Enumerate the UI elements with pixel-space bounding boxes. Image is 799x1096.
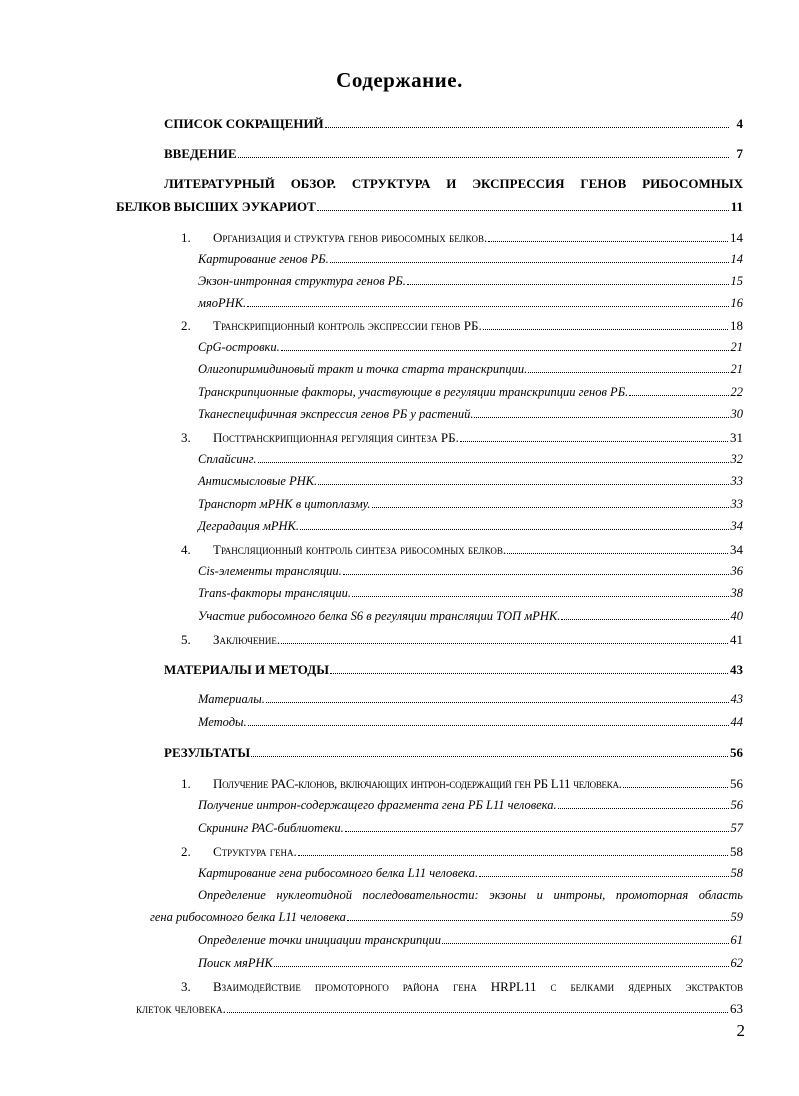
toc-page-number: 56 [730, 745, 743, 760]
toc-page-number: 56 [730, 798, 743, 812]
toc-page-number: 40 [730, 609, 743, 623]
dot-leader [266, 702, 729, 703]
toc-entry-label: ВВЕДЕНИЕ [164, 146, 237, 161]
toc-item-3-2[interactable] [198, 474, 743, 489]
dot-leader [345, 831, 729, 832]
dot-leader [298, 855, 728, 856]
toc-entry-label: СПИСОК СОКРАЩЕНИЙ [164, 116, 324, 131]
toc-page-number: 34 [730, 542, 743, 557]
toc-page-number: 15 [730, 274, 743, 288]
dot-leader [629, 395, 728, 396]
toc-page-number: 59 [730, 910, 743, 924]
page-title: Содержание. [336, 68, 463, 92]
toc-item-3-3[interactable] [198, 497, 743, 512]
dot-leader [352, 596, 729, 597]
dot-leader [479, 876, 728, 877]
dot-leader [623, 787, 728, 788]
dot-leader [258, 462, 729, 463]
toc-page-number: 62 [730, 956, 743, 970]
dot-leader [318, 484, 728, 485]
toc-item-1-1[interactable] [198, 252, 743, 267]
toc-page-number: 30 [730, 407, 743, 421]
toc-page-number: 38 [730, 586, 743, 600]
toc-results-3-line2[interactable] [136, 1001, 743, 1017]
toc-entry-abbreviations[interactable] [164, 116, 743, 132]
toc-item-r1-2[interactable] [198, 821, 743, 836]
dot-leader [281, 350, 729, 351]
dot-leader [488, 241, 728, 242]
toc-results-3-line1[interactable] [181, 979, 743, 995]
toc-entry-label: ЛИТЕРАТУРНЫЙ ОБЗОР. СТРУКТУРА И ЭКСПРЕССИЯ ГЕНОВ РИБОСОМНЫХ [164, 176, 743, 191]
toc-page-number: 56 [730, 776, 743, 791]
dot-leader [325, 127, 729, 128]
toc-item-materials[interactable] [198, 692, 743, 707]
toc-section-2[interactable] [181, 318, 743, 334]
toc-page-number: 44 [730, 715, 743, 729]
dot-leader [442, 943, 729, 944]
toc-entry-label: гена рибосомного белка L11 человека [150, 910, 346, 924]
toc-entry-label: мяоРНК. [198, 296, 247, 310]
toc-entry-label: РЕЗУЛЬТАТЫ [164, 745, 251, 760]
toc-item-2-1[interactable] [198, 340, 743, 355]
toc-entry-label: Получение PAC-клонов, включающих интрон-содержащий ген РБ L11 человека. [213, 776, 622, 791]
dot-leader [347, 920, 729, 921]
dot-leader [238, 157, 729, 158]
toc-entry-label: БЕЛКОВ ВЫСШИХ ЭУКАРИОТ [116, 199, 316, 214]
toc-item-r1-1[interactable] [198, 798, 743, 813]
toc-entry-label: Скрининг PAC-библиотеки. [198, 821, 344, 835]
toc-entry-label: Сплайсинг. [198, 452, 257, 466]
toc-item-2-3[interactable] [198, 385, 743, 400]
toc-entry-label: Картирование генов РБ. [198, 252, 329, 266]
toc-entry-label: Материалы. [198, 692, 265, 706]
toc-page-number: 43 [730, 692, 743, 706]
toc-page-number: 7 [736, 146, 743, 161]
dot-leader [561, 619, 728, 620]
toc-entry-literature-line1[interactable] [164, 176, 743, 192]
toc-entry-label: Антисмысловые РНК. [198, 474, 318, 488]
section-number: 2. [181, 318, 191, 333]
toc-results-1[interactable] [181, 776, 743, 792]
dot-leader [227, 1012, 728, 1013]
dot-leader [460, 441, 728, 442]
section-number: 3. [181, 430, 191, 445]
toc-item-r2-2-line2[interactable] [150, 910, 743, 925]
toc-item-1-2[interactable] [198, 274, 743, 289]
toc-page-number: 14 [730, 252, 743, 266]
toc-page-number: 63 [730, 1001, 743, 1016]
dot-leader [407, 284, 729, 285]
toc-section-4[interactable] [181, 542, 743, 558]
toc-entry-label: Структура гена. [213, 844, 297, 859]
toc-entry-label: Участие рибосомного белка S6 в регуляции трансляции ТОП мРНК. [198, 609, 561, 623]
toc-page-number: 11 [730, 199, 743, 214]
dot-leader [474, 417, 728, 418]
toc-page-number: 4 [736, 116, 743, 131]
toc-item-3-1[interactable] [198, 452, 743, 467]
toc-item-2-2[interactable] [198, 362, 743, 377]
dot-leader [507, 553, 728, 554]
toc-entry-label: Транскрипционный контроль экспрессии генов РБ. [213, 318, 482, 333]
toc-page-number: 32 [730, 452, 743, 466]
toc-entry-label: Определение точки инициации транскрипции [198, 933, 441, 947]
toc-item-methods[interactable] [198, 715, 743, 730]
toc-entry-label: Определение нуклеотидной последовательности: экзоны и интроны, промоторная область [198, 888, 743, 902]
page-number: 2 [736, 1021, 745, 1040]
section-number: 4. [181, 542, 191, 557]
toc-entry-methods[interactable] [164, 662, 743, 678]
toc-item-3-4[interactable] [198, 519, 743, 534]
toc-page-number: 21 [730, 362, 743, 376]
toc-section-3[interactable] [181, 430, 743, 446]
toc-entry-label: Посттранскрипционная регуляция синтеза РБ. [213, 430, 459, 445]
toc-section-1[interactable] [181, 230, 743, 246]
dot-leader [317, 210, 729, 211]
dot-leader [330, 673, 728, 674]
toc-page-number: 61 [730, 933, 743, 947]
toc-item-4-2[interactable] [198, 586, 743, 601]
toc-entry-results[interactable] [164, 745, 743, 761]
toc-entry-label: Взаимодействие промоторного района гена HRPL11 с белками ядерных экстрактов [213, 979, 743, 994]
dot-leader [247, 306, 728, 307]
toc-item-4-3[interactable] [198, 609, 743, 624]
toc-page-number: 36 [730, 564, 743, 578]
toc-entry-label: Заключение. [213, 632, 281, 647]
toc-section-5[interactable] [181, 632, 743, 648]
toc-page-number: 22 [730, 385, 743, 399]
toc-page-number: 14 [730, 230, 743, 245]
toc-entry-label: Экзон-интронная структура генов РБ. [198, 274, 406, 288]
section-number: 3. [181, 979, 191, 994]
toc-page-number: 58 [730, 866, 743, 880]
toc-item-2-4[interactable] [198, 407, 743, 422]
toc-item-r2-3[interactable] [198, 933, 743, 948]
toc-page-number: 43 [730, 662, 743, 677]
dot-leader [330, 262, 729, 263]
dot-leader [281, 643, 728, 644]
toc-item-r2-4[interactable] [198, 956, 743, 971]
dot-leader [274, 966, 729, 967]
dot-leader [372, 507, 729, 508]
toc-entry-label: Методы. [198, 715, 247, 729]
toc-page-number: 33 [730, 497, 743, 511]
toc-entry-label: Cis-элементы трансляции. [198, 564, 342, 578]
toc-entry-label: Деградация мРНК. [198, 519, 299, 533]
toc-entry-label: Трансляционный контроль синтеза рибосомных белков. [213, 542, 507, 557]
toc-item-1-3[interactable] [198, 296, 743, 311]
toc-entry-label: МАТЕРИАЛЫ И МЕТОДЫ [164, 662, 329, 677]
toc-page-number: 21 [730, 340, 743, 354]
toc-page-number: 16 [730, 296, 743, 310]
dot-leader [483, 329, 728, 330]
section-number: 5. [181, 632, 191, 647]
dot-leader [558, 808, 729, 809]
toc-item-r2-2-line1[interactable] [198, 888, 743, 903]
toc-entry-label: Организация и структура генов рибосомных белков. [213, 230, 488, 245]
toc-item-4-1[interactable] [198, 564, 743, 579]
dot-leader [343, 574, 729, 575]
section-number: 1. [181, 776, 191, 791]
toc-page-number: 33 [730, 474, 743, 488]
toc-entry-label: CpG-островки. [198, 340, 280, 354]
dot-leader [251, 756, 728, 757]
toc-entry-label: Олигопиримидиновый тракт и точка старта транскрипции. [198, 362, 528, 376]
toc-entry-label: Получение интрон-содержащего фрагмента гена РБ L11 человека. [198, 798, 557, 812]
toc-page-number: 57 [730, 821, 743, 835]
toc-entry-literature-line2[interactable] [116, 199, 743, 215]
toc-entry-introduction[interactable] [164, 146, 743, 162]
toc-page-number: 18 [730, 318, 743, 333]
toc-entry-label: клеток человека. [136, 1001, 226, 1016]
toc-entry-label: Картирование гена рибосомного белка L11 человека. [198, 866, 479, 880]
dot-leader [300, 529, 729, 530]
dot-leader [528, 372, 728, 373]
toc-page-number: 34 [730, 519, 743, 533]
toc-entry-label: Поиск мяРНК [198, 956, 273, 970]
toc-page-number: 58 [730, 844, 743, 859]
section-number: 1. [181, 230, 191, 245]
dot-leader [248, 725, 729, 726]
toc-page-number: 41 [730, 632, 743, 647]
toc-entry-label: Транспорт мРНК в цитоплазму. [198, 497, 371, 511]
section-number: 2. [181, 844, 191, 859]
toc-item-r2-1[interactable] [198, 866, 743, 881]
toc-entry-label: Транскрипционные факторы, участвующие в регуляции транскрипции генов РБ. [198, 385, 629, 399]
toc-results-2[interactable] [181, 844, 743, 860]
toc-page-number: 31 [730, 430, 743, 445]
toc-entry-label: Trans-факторы трансляции. [198, 586, 351, 600]
toc-entry-label: Тканеспецифичная экспрессия генов РБ у растений. [198, 407, 474, 421]
